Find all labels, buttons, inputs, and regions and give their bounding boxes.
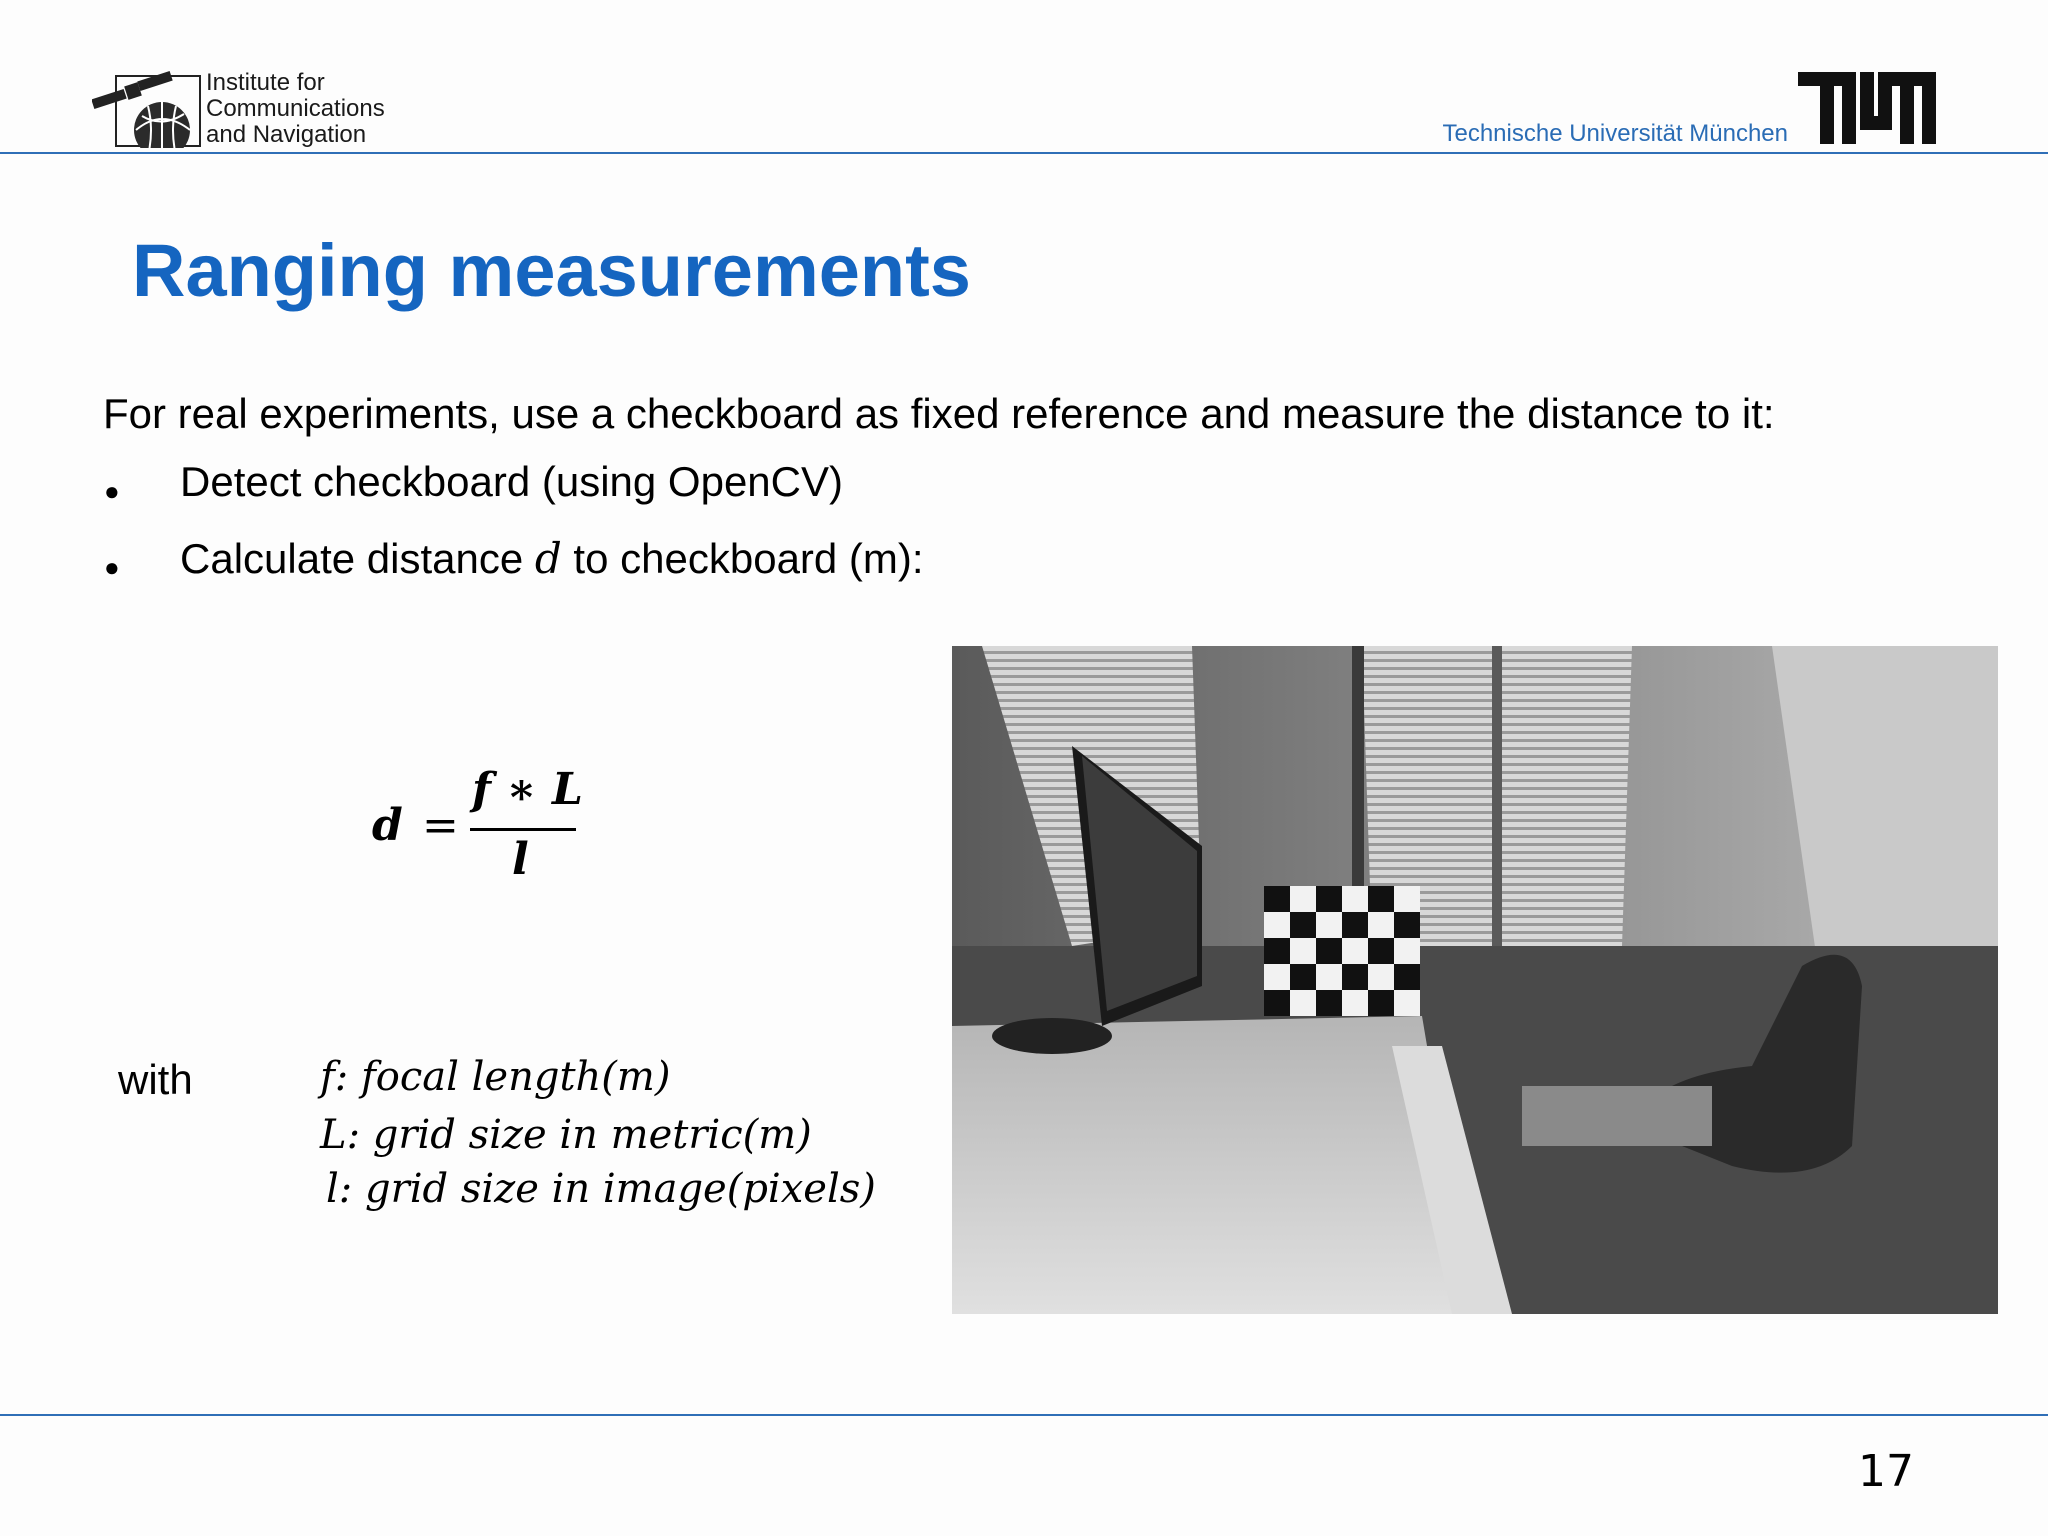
checker-square [1368, 938, 1394, 964]
checker-square [1394, 886, 1420, 912]
checker-square [1342, 912, 1368, 938]
bullet-calc-pre: Calculate distance [180, 535, 535, 582]
footer-rule [0, 1414, 2048, 1416]
checker-square [1368, 990, 1394, 1016]
checker-square [1368, 886, 1394, 912]
checker-square [1342, 990, 1368, 1016]
checker-square [1394, 964, 1420, 990]
checker-square [1394, 990, 1420, 1016]
checker-square [1290, 964, 1316, 990]
slide-title: Ranging measurements [132, 229, 971, 312]
checker-square [1342, 964, 1368, 990]
checker-square [1264, 912, 1290, 938]
checker-square [1394, 938, 1420, 964]
checker-square [1368, 964, 1394, 990]
checker-square [1290, 938, 1316, 964]
definition-focal-length: f: focal length(m) [320, 1054, 671, 1100]
distance-variable: d [534, 534, 562, 583]
formula-lhs: d [372, 800, 403, 851]
checker-square [1342, 886, 1368, 912]
bullet-calc-post: to checkboard (m): [561, 535, 924, 582]
fraction-bar [470, 828, 576, 831]
checker-square [1368, 912, 1394, 938]
intro-text: For real experiments, use a checkboard as fixed reference and measure the distance to it: [103, 390, 1775, 437]
satellite-globe-icon [92, 68, 204, 148]
university-name: Technische Universität München [1442, 120, 1788, 147]
checker-square [1290, 886, 1316, 912]
bullet-icon: ● [104, 476, 120, 506]
formula-denominator: l [512, 834, 529, 885]
checker-square [1264, 990, 1290, 1016]
institute-name-line: Institute for [206, 69, 325, 96]
checker-square [1316, 886, 1342, 912]
formula-numerator: f ∗ L [472, 764, 583, 815]
definition-grid-size-metric: L: grid size in metric(m) [320, 1112, 812, 1158]
checker-square [1316, 990, 1342, 1016]
checker-square [1316, 938, 1342, 964]
formula-equals: = [422, 800, 459, 851]
checker-square [1316, 964, 1342, 990]
checker-square [1394, 912, 1420, 938]
institute-name-line: Communications [206, 95, 385, 122]
distance-formula [372, 760, 592, 890]
checkerboard-photo [952, 646, 1998, 1314]
bullet-calculate-distance [180, 534, 924, 583]
checker-square [1290, 912, 1316, 938]
header-rule [0, 152, 2048, 154]
bullet-detect-checkboard: Detect checkboard (using OpenCV) [180, 458, 843, 505]
bullet-icon: ● [104, 552, 120, 582]
with-label: with [118, 1056, 193, 1103]
checker-square [1290, 990, 1316, 1016]
checker-square [1342, 938, 1368, 964]
page-number: 17 [1858, 1446, 1914, 1497]
tum-logo-icon [1798, 72, 1936, 144]
definition-grid-size-image: l: grid size in image(pixels) [326, 1166, 876, 1212]
checker-square [1264, 938, 1290, 964]
institute-name-line: and Navigation [206, 121, 367, 148]
checker-square [1264, 886, 1290, 912]
checker-square [1264, 964, 1290, 990]
checker-square [1316, 912, 1342, 938]
